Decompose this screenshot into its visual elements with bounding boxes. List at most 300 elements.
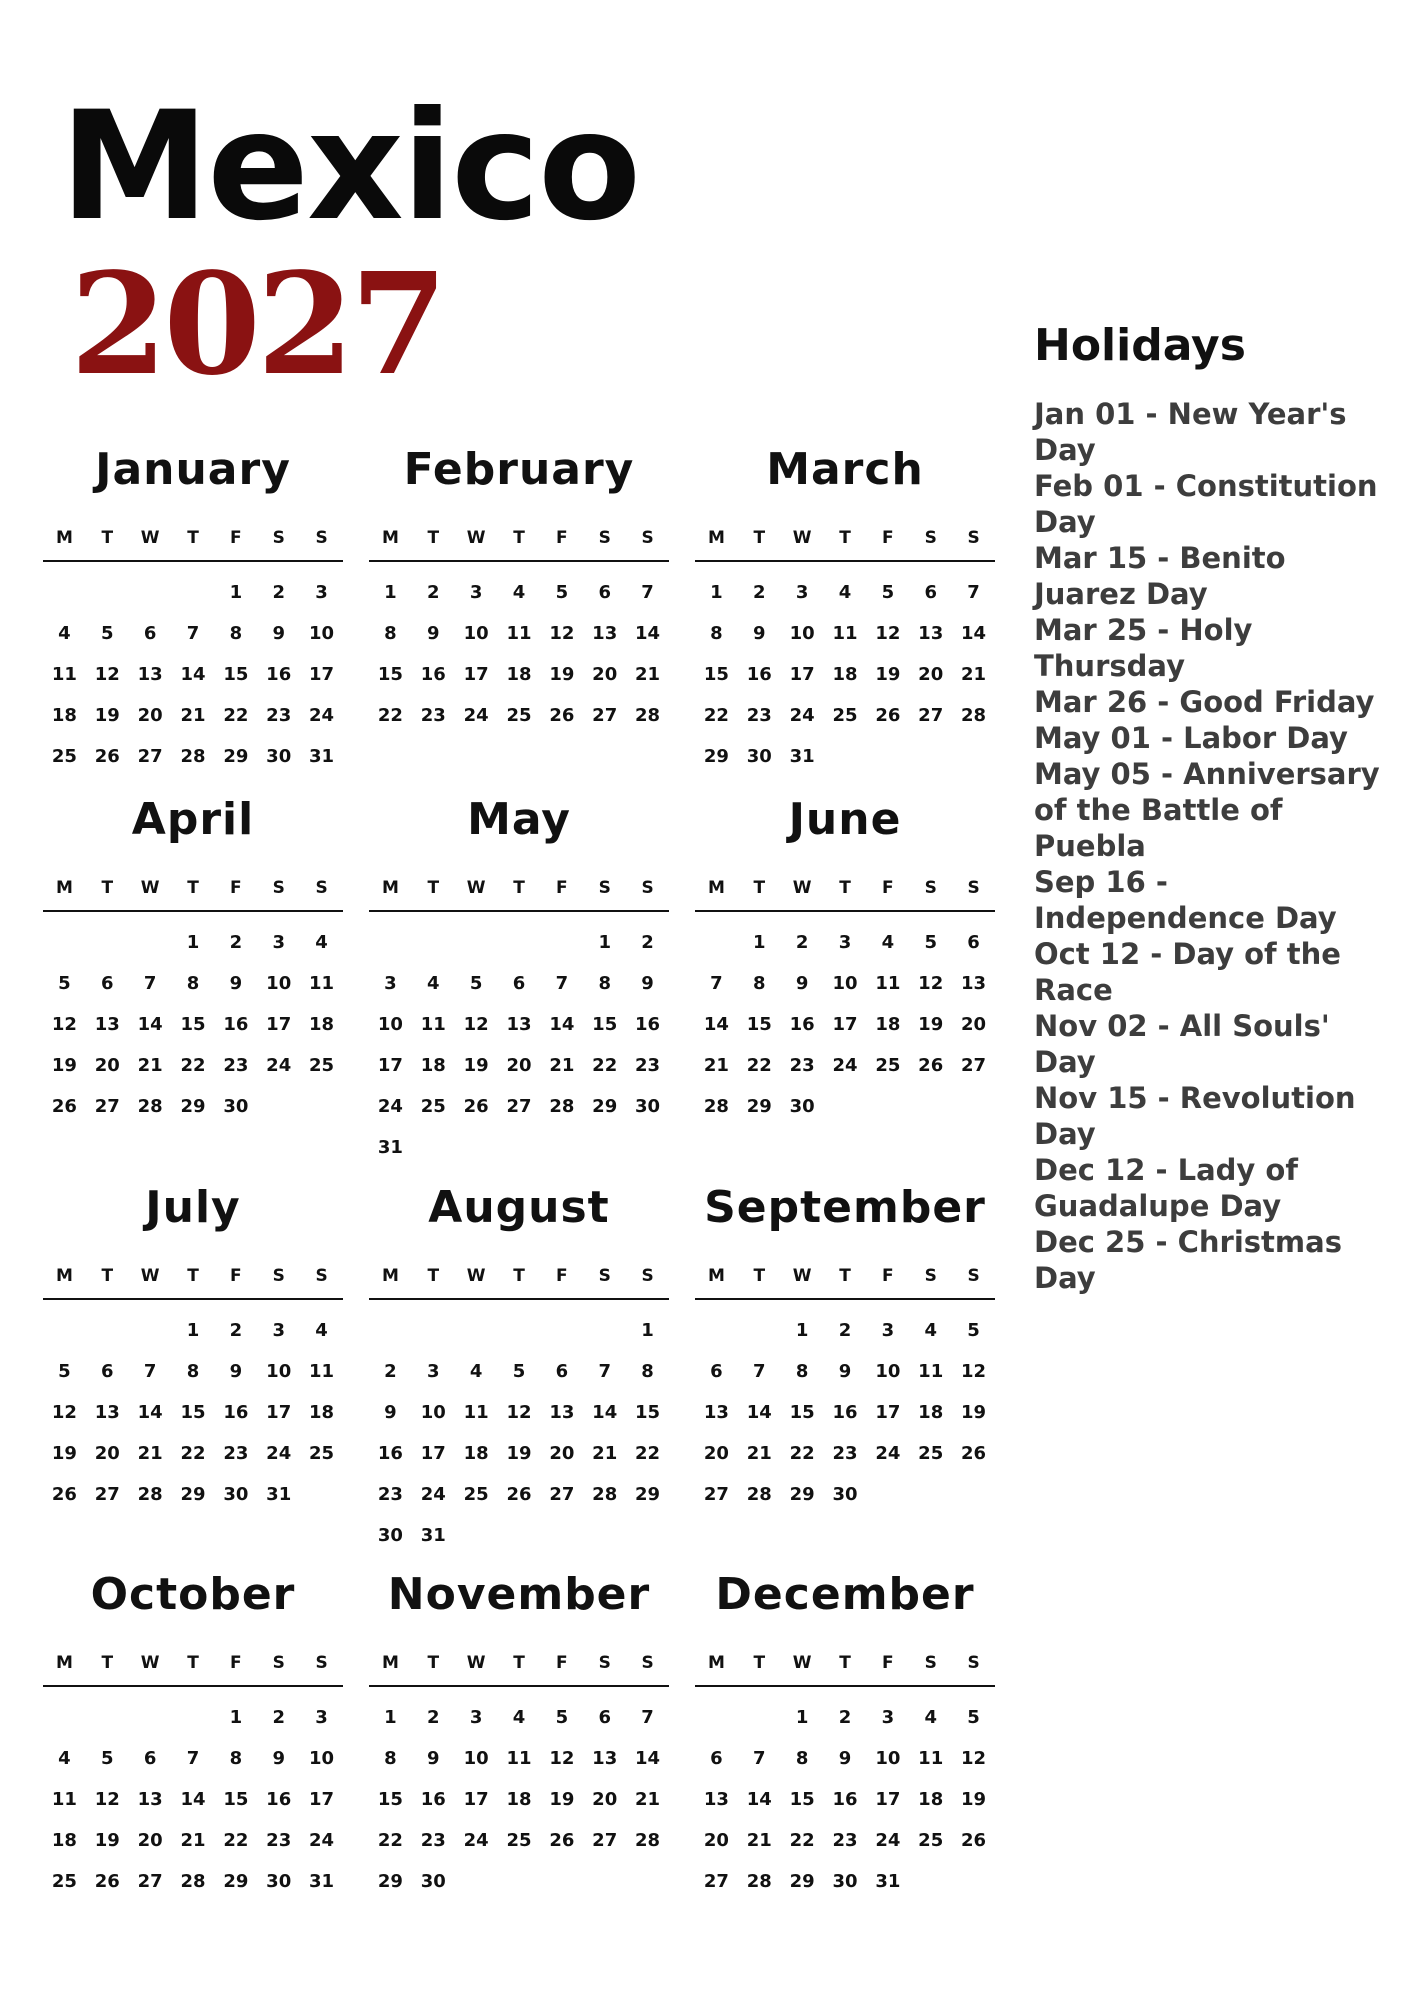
day-cell: 18 [918,1789,944,1810]
day-cell [909,1861,952,1902]
day-cell: 10 [266,1361,292,1382]
week-row [43,1045,343,1086]
day-cell: 12 [549,623,575,644]
day-cell: 23 [789,1055,815,1076]
day-cell: 6 [710,1748,723,1769]
week-row [369,1127,669,1168]
weekday-label: W [140,1266,160,1286]
day-cell: 4 [58,623,71,644]
weekday-label: T [101,1653,114,1673]
weekday-header [369,528,669,562]
day-cell: 18 [51,1830,77,1851]
weekday-label: T [427,878,440,898]
day-cell: 25 [832,705,858,726]
weekday-label: F [882,1653,894,1673]
week-row [369,654,669,695]
day-cell: 4 [924,1707,937,1728]
week-row [695,695,995,736]
day-cell: 15 [789,1789,815,1810]
week-row [695,1738,995,1779]
day-cell: 12 [961,1361,987,1382]
week-row [695,654,995,695]
day-cell: 28 [746,1484,772,1505]
day-cell: 25 [506,705,532,726]
week-row [43,1820,343,1861]
day-cell: 23 [266,705,292,726]
day-cell: 16 [377,1443,403,1464]
day-cell: 18 [51,705,77,726]
day-cell: 23 [420,1830,446,1851]
day-cell: 4 [58,1748,71,1769]
day-cell: 9 [753,623,766,644]
day-cell: 24 [789,705,815,726]
week-row [369,1861,669,1902]
day-cell: 13 [506,1014,532,1035]
week-row [695,1045,995,1086]
week-row [695,1433,995,1474]
day-cell: 21 [137,1443,163,1464]
day-cell: 6 [710,1361,723,1382]
day-cell [695,1310,738,1351]
day-cell: 30 [266,1871,292,1892]
month-weeks [695,1310,995,1515]
day-cell: 17 [789,664,815,685]
day-cell: 16 [635,1014,661,1035]
day-cell [172,572,215,613]
day-cell [257,1086,300,1127]
month-weeks [695,572,995,777]
week-row [43,613,343,654]
weekday-label: M [381,1266,399,1286]
weekday-label: S [315,1653,328,1673]
month-may [369,790,669,1168]
day-cell [43,1310,86,1351]
day-cell: 3 [272,1320,285,1341]
day-cell: 11 [420,1014,446,1035]
day-cell: 17 [420,1443,446,1464]
day-cell: 9 [427,623,440,644]
weekday-label: W [466,1266,486,1286]
day-cell: 27 [549,1484,575,1505]
day-cell: 24 [832,1055,858,1076]
day-cell: 30 [832,1871,858,1892]
month-june [695,790,995,1127]
weekday-label: F [230,878,242,898]
day-cell: 17 [377,1055,403,1076]
day-cell [412,1127,455,1168]
week-row [695,922,995,963]
weekday-label: T [427,528,440,548]
day-cell: 21 [961,664,987,685]
day-cell: 8 [641,1361,654,1382]
day-cell [412,1310,455,1351]
day-cell: 4 [881,932,895,953]
day-cell: 25 [918,1830,944,1851]
day-cell: 2 [838,1707,852,1728]
day-cell [626,1515,669,1556]
weekday-label: T [839,878,851,898]
day-cell: 20 [137,705,163,726]
day-cell: 4 [924,1320,937,1341]
day-cell: 26 [94,1871,120,1892]
weekday-header [369,1266,669,1300]
day-cell: 25 [463,1484,489,1505]
month-march [695,440,995,777]
week-row [43,1392,343,1433]
day-cell: 27 [137,746,163,767]
week-row [695,1861,995,1902]
day-cell: 17 [266,1014,292,1035]
weekday-label: S [315,1266,328,1286]
day-cell: 8 [795,1361,809,1382]
weekday-label: M [381,528,399,548]
weekday-label: S [967,528,980,548]
weekday-label: F [556,1653,568,1673]
day-cell: 27 [703,1484,729,1505]
day-cell: 11 [309,973,335,994]
day-cell: 22 [223,1830,249,1851]
day-cell: 8 [229,1748,243,1769]
day-cell [583,1310,626,1351]
weekday-label: W [140,528,160,548]
day-cell: 19 [549,664,575,685]
month-name: October [90,1569,296,1620]
weekday-label: F [230,1266,242,1286]
weekday-label: M [707,878,725,898]
day-cell: 8 [384,1748,397,1769]
weekday-header [43,528,343,562]
day-cell: 2 [795,932,809,953]
day-cell: 18 [918,1402,944,1423]
month-july [43,1178,343,1515]
day-cell: 15 [746,1014,772,1035]
day-cell: 15 [180,1014,206,1035]
day-cell: 22 [746,1055,772,1076]
day-cell: 6 [143,623,157,644]
day-cell: 18 [463,1443,489,1464]
day-cell: 20 [549,1443,575,1464]
day-cell: 4 [469,1361,483,1382]
day-cell [583,1861,626,1902]
day-cell: 23 [223,1055,249,1076]
weekday-label: S [924,878,937,898]
day-cell: 5 [469,973,483,994]
day-cell [866,736,909,777]
day-cell: 5 [58,973,71,994]
day-cell: 16 [832,1789,858,1810]
day-cell: 19 [51,1443,77,1464]
day-cell: 12 [94,664,120,685]
day-cell: 12 [875,623,901,644]
day-cell: 30 [746,746,772,767]
day-cell: 23 [420,705,446,726]
weekday-label: M [55,1266,73,1286]
week-row [43,1086,343,1127]
day-cell: 16 [223,1014,249,1035]
day-cell: 24 [266,1055,292,1076]
day-cell: 20 [918,664,944,685]
day-cell: 10 [463,623,489,644]
day-cell: 5 [967,1707,980,1728]
day-cell: 3 [384,973,397,994]
day-cell: 31 [875,1871,901,1892]
day-cell: 18 [875,1014,901,1035]
day-cell: 8 [753,973,766,994]
day-cell: 28 [703,1096,729,1117]
day-cell [43,572,86,613]
day-cell: 9 [641,973,654,994]
day-cell: 21 [746,1443,772,1464]
day-cell: 1 [641,1320,654,1341]
day-cell: 13 [592,623,618,644]
day-cell: 13 [703,1402,729,1423]
day-cell: 1 [795,1320,809,1341]
day-cell [455,922,498,963]
month-weeks [369,1697,669,1902]
month-weeks [369,1310,669,1556]
weekday-label: M [55,528,73,548]
day-cell: 31 [309,746,335,767]
week-row [695,1820,995,1861]
weekday-label: S [315,528,328,548]
day-cell [952,1086,995,1127]
day-cell: 21 [703,1055,729,1076]
day-cell: 7 [641,582,654,603]
day-cell: 14 [180,1789,206,1810]
day-cell: 19 [94,1830,120,1851]
week-row [369,695,669,736]
weekday-label: S [315,878,328,898]
day-cell: 9 [229,973,243,994]
holiday-item: Oct 12 - Day of the Race [1034,937,1341,1007]
day-cell: 28 [746,1871,772,1892]
weekday-label: T [753,1653,766,1673]
weekday-label: S [967,878,980,898]
day-cell: 13 [94,1402,120,1423]
day-cell: 13 [94,1014,120,1035]
day-cell: 29 [180,1484,206,1505]
day-cell [540,922,583,963]
week-row [369,1004,669,1045]
weekday-label: F [556,1266,568,1286]
holiday-item: Nov 02 - All Souls' Day [1034,1009,1330,1079]
weekday-label: F [882,1266,894,1286]
day-cell: 26 [51,1096,77,1117]
day-cell: 15 [180,1402,206,1423]
weekday-header [695,528,995,562]
holiday-item: May 05 - Anniversary of the Battle of Puebla [1034,757,1380,863]
week-row [695,1392,995,1433]
day-cell: 3 [427,1361,440,1382]
week-row [43,572,343,613]
day-cell [909,1474,952,1515]
day-cell: 6 [598,582,611,603]
month-weeks [43,1697,343,1902]
month-name: February [403,444,635,495]
holiday-item: Mar 26 - Good Friday [1034,685,1375,719]
day-cell: 19 [961,1402,987,1423]
day-cell: 6 [512,973,526,994]
day-cell: 8 [598,973,611,994]
weekday-label: T [101,878,114,898]
day-cell [824,736,867,777]
week-row [369,572,669,613]
day-cell: 18 [832,664,858,685]
day-cell: 30 [832,1484,858,1505]
day-cell: 6 [598,1707,611,1728]
day-cell: 6 [924,582,937,603]
day-cell: 29 [635,1484,661,1505]
day-cell: 26 [549,705,575,726]
holiday-item: Mar 25 - Holy Thursday [1034,613,1253,683]
day-cell: 3 [469,582,483,603]
day-cell: 17 [875,1789,901,1810]
day-cell [952,1474,995,1515]
day-cell: 24 [377,1096,403,1117]
day-cell: 21 [180,705,206,726]
day-cell: 5 [512,1361,526,1382]
day-cell: 17 [832,1014,858,1035]
day-cell: 22 [789,1443,815,1464]
week-row [43,1433,343,1474]
week-row [43,1351,343,1392]
month-weeks [43,572,343,777]
day-cell: 1 [753,932,766,953]
weekday-label: M [707,1266,725,1286]
weekday-header [369,1653,669,1687]
day-cell: 12 [51,1402,77,1423]
day-cell: 27 [94,1484,120,1505]
day-cell: 20 [703,1830,729,1851]
day-cell: 30 [420,1871,446,1892]
day-cell: 18 [506,1789,532,1810]
day-cell: 26 [463,1096,489,1117]
day-cell: 5 [924,932,937,953]
day-cell: 3 [881,1320,895,1341]
day-cell: 8 [384,623,397,644]
day-cell: 12 [463,1014,489,1035]
day-cell: 24 [875,1443,901,1464]
month-december [695,1565,995,1902]
weekday-label: S [272,1653,285,1673]
day-cell: 20 [703,1443,729,1464]
week-row [695,963,995,1004]
day-cell: 27 [918,705,944,726]
day-cell: 17 [309,1789,335,1810]
month-name: November [387,1569,651,1620]
weekday-label: W [792,878,812,898]
day-cell: 21 [180,1830,206,1851]
day-cell: 29 [592,1096,618,1117]
month-weeks [369,922,669,1168]
day-cell: 4 [512,1707,526,1728]
weekday-label: F [556,528,568,548]
weekday-label: F [556,878,568,898]
month-weeks [43,1310,343,1515]
day-cell: 16 [266,1789,292,1810]
week-row [43,736,343,777]
week-row [43,1861,343,1902]
week-row [43,654,343,695]
weekday-label: S [272,1266,285,1286]
week-row [695,1474,995,1515]
day-cell [86,572,129,613]
day-cell: 29 [223,1871,249,1892]
week-row [695,1004,995,1045]
day-cell: 27 [94,1096,120,1117]
month-weeks [695,922,995,1127]
month-november [369,1565,669,1902]
day-cell [86,922,129,963]
day-cell [583,1127,626,1168]
day-cell: 31 [377,1137,403,1158]
day-cell [626,1861,669,1902]
day-cell: 15 [223,664,249,685]
day-cell: 28 [961,705,987,726]
day-cell: 11 [51,1789,77,1810]
day-cell: 15 [789,1402,815,1423]
week-row [369,1820,669,1861]
day-cell: 31 [309,1871,335,1892]
day-cell: 18 [309,1014,335,1035]
week-row [43,922,343,963]
day-cell: 30 [223,1484,249,1505]
day-cell: 13 [137,1789,163,1810]
day-cell: 23 [746,705,772,726]
weekday-label: S [641,528,654,548]
day-cell: 5 [967,1320,980,1341]
month-name: March [766,444,924,495]
weekday-label: T [427,1266,440,1286]
day-cell [300,1086,343,1127]
day-cell: 2 [384,1361,397,1382]
day-cell: 9 [838,1748,852,1769]
day-cell: 17 [309,664,335,685]
weekday-label: T [839,528,851,548]
day-cell: 27 [592,1830,618,1851]
day-cell: 1 [186,1320,200,1341]
day-cell: 27 [506,1096,532,1117]
day-cell [498,1310,541,1351]
day-cell: 19 [51,1055,77,1076]
day-cell: 15 [703,664,729,685]
day-cell: 23 [377,1484,403,1505]
day-cell: 10 [309,1748,335,1769]
day-cell: 19 [875,664,901,685]
weekday-label: W [466,1653,486,1673]
weekday-label: T [513,528,525,548]
weekday-label: S [967,1266,980,1286]
weekday-header [43,878,343,912]
week-row [695,572,995,613]
holiday-item: Sep 16 - Independence Day [1034,865,1337,935]
day-cell: 28 [137,1096,163,1117]
day-cell [129,1697,172,1738]
day-cell: 1 [384,1707,397,1728]
day-cell: 20 [137,1830,163,1851]
day-cell: 30 [223,1096,249,1117]
weekday-header [695,878,995,912]
day-cell: 29 [746,1096,772,1117]
weekday-label: T [839,1653,851,1673]
day-cell: 11 [832,623,858,644]
day-cell: 5 [58,1361,71,1382]
day-cell: 22 [703,705,729,726]
day-cell: 18 [420,1055,446,1076]
day-cell: 11 [918,1361,944,1382]
day-cell: 21 [549,1055,575,1076]
day-cell [172,1697,215,1738]
